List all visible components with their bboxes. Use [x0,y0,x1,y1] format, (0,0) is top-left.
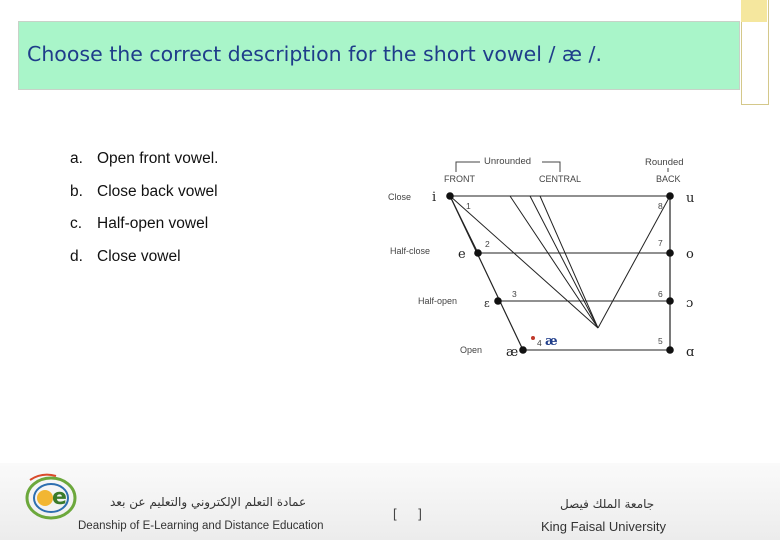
number-6: 6 [658,289,663,299]
corner-accent [741,0,767,22]
vowel-point-2 [474,249,482,257]
number-1: 1 [466,201,471,211]
vowel-i: i [432,190,437,205]
option-c-text: Half-open vowel [97,215,209,232]
inner-line [450,196,598,328]
vowel-chart [380,150,710,365]
close-label: Close [388,192,412,202]
option-d[interactable]: d. Close vowel [70,247,181,265]
university-english-name: King Faisal University [541,519,666,534]
vowel-point-7 [666,249,674,257]
half-open-label: Half-open [418,296,458,306]
number-2: 2 [485,239,490,249]
vowel-point-1 [446,192,454,200]
option-c[interactable]: c. Half-open vowel [70,215,209,232]
svg-text:e: e [52,485,67,510]
unrounded-label: Unrounded [484,156,532,167]
vowel-u: u [686,191,695,206]
page-number-brackets: [ ] [393,506,422,521]
deanship-english-name: Deanship of E-Learning and Distance Education [78,520,324,532]
number-3: 3 [512,289,517,299]
number-7: 7 [658,238,663,248]
vowel-point-6 [666,297,674,305]
vowel-point-5 [666,346,674,354]
option-b[interactable]: b. Close back vowel [70,182,218,200]
unrounded-bracket-right [542,162,560,172]
university-arabic-name: جامعة الملك فيصل [560,497,655,511]
highlight-ae: æ [545,334,558,349]
option-b-text: Close back vowel [97,182,218,200]
deanship-arabic-name: عمادة التعلم الإلكتروني والتعليم عن بعد [110,495,307,509]
vowel-point-4 [519,346,527,354]
vowel-point-8 [666,192,674,200]
unrounded-bracket [456,162,480,172]
vowel-ae: æ [506,345,519,360]
inner-line [530,196,598,328]
open-label: Open [460,345,483,355]
vowel-open-e: ɛ [484,297,490,310]
inner-line [540,196,598,328]
number-4: 4 [537,338,542,348]
answer-options [70,150,218,280]
number-5: 5 [658,336,663,346]
front-label: FRONT [444,174,475,184]
page-title: Choose the correct description for the short vowel / æ /. [27,42,602,66]
option-d-text: Close vowel [97,247,181,265]
option-a-text: Open front vowel. [97,150,219,167]
vowel-e: e [458,247,466,262]
title-banner [18,21,740,90]
rounded-label: Rounded [645,157,684,168]
vowel-open-o: ɔ [686,296,694,311]
central-label: CENTRAL [539,174,582,184]
inner-line [450,196,478,253]
number-8: 8 [658,201,663,211]
highlight-dot [531,336,535,340]
vowel-a: ɑ [686,345,695,360]
inner-line [510,196,598,328]
inner-line [598,196,670,328]
half-close-label: Half-close [390,246,431,256]
option-a[interactable]: a. Open front vowel. [70,150,219,167]
vowel-o: o [686,247,694,262]
back-label: BACK [656,174,681,184]
deanship-logo [22,470,80,522]
vowel-point-3 [494,297,502,305]
